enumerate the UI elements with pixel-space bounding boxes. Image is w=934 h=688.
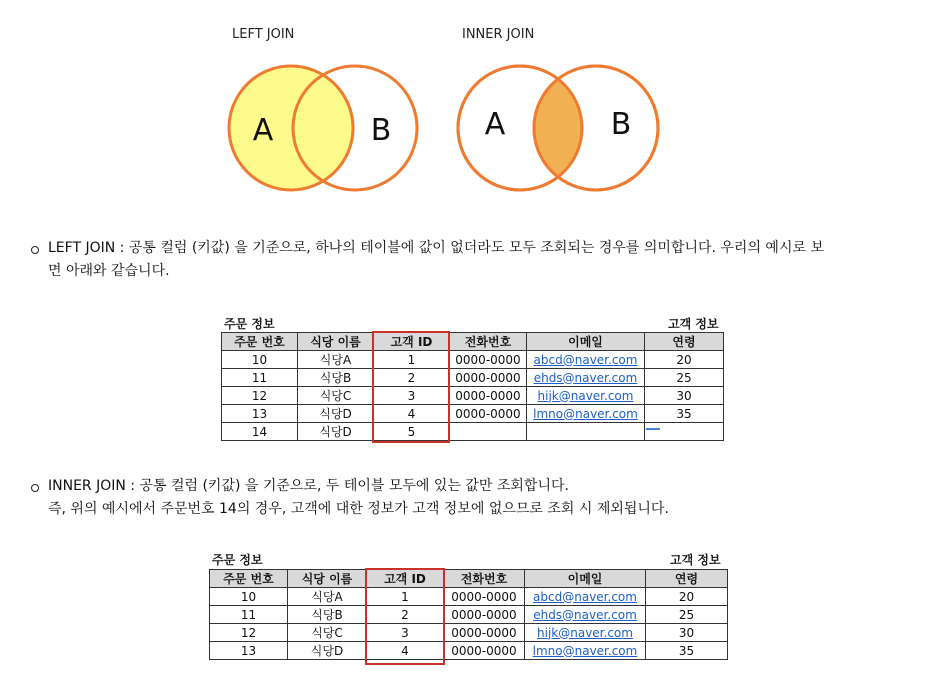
email-link[interactable]: ehds@naver.com: [527, 369, 645, 387]
cell-phone: 0000-0000: [444, 606, 525, 624]
cell-order-number: 11: [222, 369, 298, 387]
cell-restaurant-name: 식당B: [288, 606, 367, 624]
header-phone: 전화번호: [444, 570, 525, 588]
cell-customer-id: 1: [374, 351, 450, 369]
cell-age: 25: [645, 369, 724, 387]
inner-join-description: [48, 475, 918, 521]
table-row: [210, 624, 728, 642]
cell-phone: 0000-0000: [450, 387, 527, 405]
cell-age: 20: [645, 351, 724, 369]
table-left-caption-orders: 주문 정보: [224, 317, 275, 331]
inner-venn-label-a: A: [484, 107, 506, 142]
table-header-row: [210, 570, 728, 588]
table-row: [210, 642, 728, 660]
table-row: [222, 423, 724, 441]
cell-customer-id: 4: [367, 642, 444, 660]
cell-age: [645, 423, 724, 441]
cell-order-number: 13: [222, 405, 298, 423]
cell-order-number: 14: [222, 423, 298, 441]
cell-restaurant-name: 식당D: [298, 423, 374, 441]
table-row: [222, 387, 724, 405]
table-row: [222, 351, 724, 369]
inner-venn-label-b: B: [610, 107, 632, 142]
email-link[interactable]: abcd@naver.com: [525, 588, 646, 606]
left-join-table: [221, 332, 724, 441]
header-order-number: 주문 번호: [210, 570, 288, 588]
cell-phone: 0000-0000: [444, 624, 525, 642]
customer-id-highlight: [372, 331, 450, 443]
table-row: [222, 405, 724, 423]
left-join-title: LEFT JOIN: [232, 27, 295, 42]
cell-phone: 0000-0000: [450, 405, 527, 423]
cell-order-number: 10: [222, 351, 298, 369]
cell-age: 35: [645, 405, 724, 423]
cell-restaurant-name: 식당D: [288, 642, 367, 660]
cell-restaurant-name: 식당B: [298, 369, 374, 387]
header-email: 이메일: [525, 570, 646, 588]
table-row: [210, 588, 728, 606]
bullet-icon: [31, 246, 39, 254]
cell-age: 30: [646, 624, 728, 642]
table-header-row: [222, 333, 724, 351]
table-row: [222, 369, 724, 387]
cell-phone: 0000-0000: [450, 351, 527, 369]
email-link[interactable]: lmno@naver.com: [527, 405, 645, 423]
cell-customer-id: 3: [374, 387, 450, 405]
header-order-number: 주문 번호: [222, 333, 298, 351]
left-venn-label-b: B: [370, 113, 392, 148]
header-phone: 전화번호: [450, 333, 527, 351]
email-link[interactable]: ehds@naver.com: [525, 606, 646, 624]
cell-phone: 0000-0000: [450, 369, 527, 387]
header-age: 연령: [645, 333, 724, 351]
table-inner-caption-orders: 주문 정보: [212, 553, 263, 567]
left-venn-circle-a: [229, 66, 353, 190]
cell-customer-id: 5: [374, 423, 450, 441]
cell-customer-id: 2: [367, 606, 444, 624]
cell-customer-id: 3: [367, 624, 444, 642]
table-inner-caption-customers: 고객 정보: [670, 553, 721, 567]
cell-customer-id: 1: [367, 588, 444, 606]
cell-age: 20: [646, 588, 728, 606]
email-link[interactable]: hijk@naver.com: [527, 387, 645, 405]
table-row: [210, 606, 728, 624]
cell-restaurant-name: 식당D: [298, 405, 374, 423]
header-customer-id: 고객 ID: [374, 333, 450, 351]
cell-restaurant-name: 식당C: [288, 624, 367, 642]
cell-order-number: 11: [210, 606, 288, 624]
cell-order-number: 10: [210, 588, 288, 606]
cell-customer-id: 2: [374, 369, 450, 387]
bullet-icon: [31, 484, 39, 492]
cell-order-number: 12: [222, 387, 298, 405]
email-link[interactable]: abcd@naver.com: [527, 351, 645, 369]
inner-join-title: INNER JOIN: [462, 27, 535, 42]
cell-order-number: 13: [210, 642, 288, 660]
cell-age: 30: [645, 387, 724, 405]
email-link[interactable]: lmno@naver.com: [525, 642, 646, 660]
cell-phone: 0000-0000: [444, 588, 525, 606]
header-customer-id: 고객 ID: [367, 570, 444, 588]
header-email: 이메일: [527, 333, 645, 351]
table-left-caption-customers: 고객 정보: [668, 317, 719, 331]
cell-age: 35: [646, 642, 728, 660]
inner-join-table: [209, 569, 728, 660]
cell-customer-id: 4: [374, 405, 450, 423]
left-join-line-2: 면 아래와 같습니다.: [48, 263, 170, 279]
inner-join-line-1: INNER JOIN : 공통 컬럼 (키값) 을 기준으로, 두 테이블 모두에 있는 값만 조회합니다.: [48, 478, 569, 494]
left-venn-label-a: A: [252, 113, 274, 148]
left-join-description: [48, 237, 918, 283]
cell-age: 25: [646, 606, 728, 624]
email-link[interactable]: hijk@naver.com: [525, 624, 646, 642]
cell-order-number: 12: [210, 624, 288, 642]
customer-id-highlight: [365, 568, 445, 665]
left-join-line-1: LEFT JOIN : 공통 컬럼 (키값) 을 기준으로, 하나의 테이블에 값이 없더라도 모두 조회되는 경우를 의미합니다. 우리의 예시로 보: [48, 240, 824, 256]
cell-restaurant-name: 식당A: [298, 351, 374, 369]
cell-phone: [450, 423, 527, 441]
header-restaurant-name: 식당 이름: [288, 570, 367, 588]
venn-diagrams: [215, 60, 675, 200]
cell-email-empty: [527, 423, 645, 441]
cell-phone: 0000-0000: [444, 642, 525, 660]
cell-restaurant-name: 식당C: [298, 387, 374, 405]
header-restaurant-name: 식당 이름: [298, 333, 374, 351]
cell-restaurant-name: 식당A: [288, 588, 367, 606]
header-age: 연령: [646, 570, 728, 588]
inner-join-line-2: 즉, 위의 예시에서 주문번호 14의 경우, 고객에 대한 정보가 고객 정보에 없으므로 조회 시 제외됩니다.: [48, 501, 669, 517]
filter-marker: [646, 428, 660, 430]
